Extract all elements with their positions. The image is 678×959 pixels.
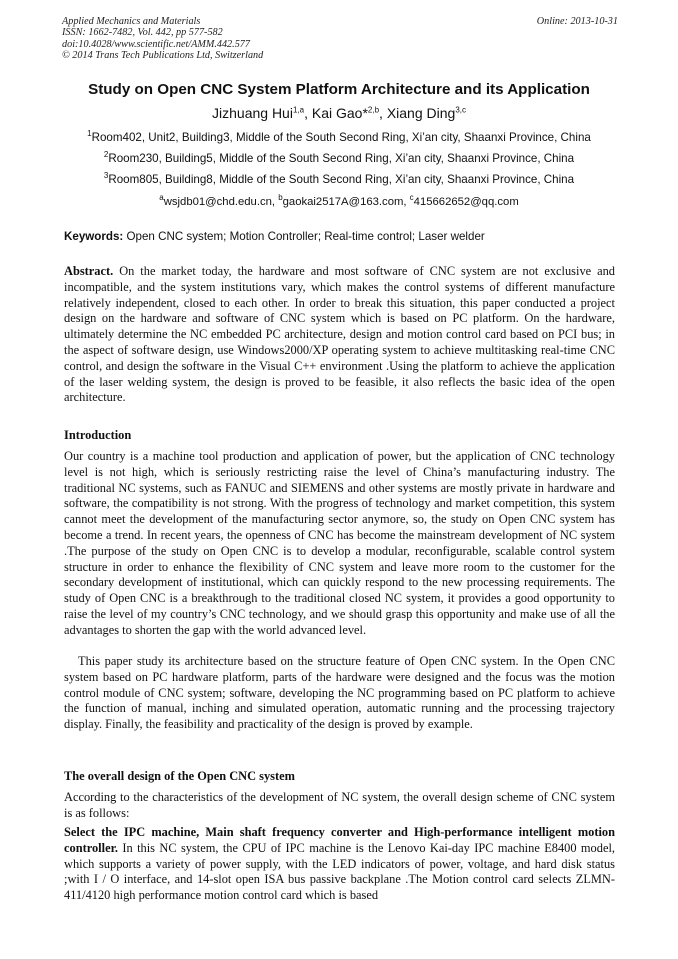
online-date: Online: 2013-10-31 (536, 16, 618, 27)
affiliation-text: Room230, Building5, Middle of the South Second Ring, Xi’an city, Shaanxi Province, China (108, 152, 575, 165)
email-sup: c (409, 193, 414, 203)
email-list (30, 194, 648, 210)
affiliation-text: Room402, Unit2, Building3, Middle of the South Second Ring, Xi’an city, Shaanxi Province, China (91, 131, 591, 144)
author-sup: 3,c (455, 105, 466, 115)
introduction-paragraph-2: This paper study its architecture based on the structure feature of Open CNC system. In the Open CNC system based on PC hardware platform, parts of the hardware were designed and the focus was the motion control module of CNC system; software, developing the NC programming based on PC platform to achieve the function of manual, inching and simulated operation, automatic running and the processing trajectory display. Finally, the feasibility and practicality of the design is proved by example. (64, 654, 615, 732)
doi-line: doi:10.4028/www.scientific.net/AMM.442.577 (62, 38, 250, 50)
author-name: Jizhuang Hui (212, 105, 293, 121)
author-sup: 2,b (367, 105, 380, 115)
journal-name: Applied Mechanics and Materials (62, 16, 201, 27)
affiliation-3 (30, 172, 648, 188)
section-heading-introduction: Introduction (64, 428, 132, 442)
author-list (40, 103, 638, 123)
author-sep: , (304, 105, 312, 121)
author-sep: , (379, 105, 387, 121)
keywords (64, 229, 619, 245)
affiliation-sup: 3 (103, 171, 109, 181)
email-text: wsjdb01@chd.edu.cn, (163, 196, 279, 208)
journal-header (62, 16, 618, 61)
abstract-text: On the market today, the hardware and most software of CNC system are not exclusive and incompatible, and the system institutions vary, which makes the control systems of different manufacture relatively independent, closed to each other. In order to break this situation, this paper conducted a project design on the hardware and software of CNC system which is based on PC platform. On the hardware, ultimately determine the NC embedded PC architecture, design and motion control card based on PCI bus; in the aspect of software design, use Windows2000/XP operating system to achieve multitasking real-time CNC control, and design the software in the Visual C++ environment .Using the platform to achieve the application of the laser welding system, the design is proved to be feasible, it also reflects the basic idea of the open architecture. (64, 264, 615, 405)
issn-line: ISSN: 1662-7482, Vol. 442, pp 577-582 (62, 27, 223, 39)
author-sup: 1,a (292, 105, 305, 115)
paper-title: Study on Open CNC System Platform Architecture and its Application (88, 81, 590, 98)
abstract-label: Abstract. (64, 264, 114, 278)
overall-paragraph-2 (64, 825, 615, 904)
affiliation-text: Room805, Building8, Middle of the South Second Ring, Xi’an city, Shaanxi Province, China (108, 173, 575, 186)
overall-paragraph-2-bold: Select the IPC machine, Main shaft frequency converter and High-performance intelligent motion controller. (64, 825, 615, 855)
section-heading-overall-design: The overall design of the Open CNC system (64, 769, 295, 783)
affiliation-1 (30, 130, 648, 146)
overall-paragraph-1: According to the characteristics of the development of NC system, the overall design scheme of CNC system is as follows: (64, 790, 615, 820)
affiliation-2 (30, 151, 648, 167)
copyright-line: © 2014 Trans Tech Publications Ltd, Switzerland (62, 49, 264, 61)
keywords-label: Keywords: (64, 230, 124, 243)
affiliation-sup: 2 (103, 150, 109, 160)
email-sup: a (159, 193, 164, 203)
author-name: Kai Gao* (311, 105, 368, 121)
overall-paragraph-2-text: In this NC system, the CPU of IPC machine is the Lenovo Kai-day IPC machine E8400 model, which supports a variety of power supply, with the LED indicators of power, voltage, and hard disk status ;with I / O interface, and 14-slot open ISA bus passive backplane .The Motion control card selects ZLMN-411/4120 high performance motion control card which is based (64, 840, 615, 903)
keywords-text: Open CNC system; Motion Controller; Real-time control; Laser welder (123, 230, 485, 243)
email-sup: b (278, 193, 283, 203)
abstract (64, 264, 615, 406)
author-name: Xiang Ding (386, 105, 456, 121)
email-text: gaokai2517A@163.com, (282, 196, 410, 208)
email-text: 415662652@qq.com (413, 196, 519, 208)
affiliation-sup: 1 (87, 129, 92, 139)
introduction-paragraph-1: Our country is a machine tool production and application of power, but the application of CNC technology level is not high, which is seriously restricting raise the level of China’s manufacturing industry. The traditional NC systems, such as FANUC and SIEMENS and other systems are mostly private in hardware and software, the compatibility is not strong. With the progress of technology and market competition, this system cannot meet the development of the manufacturing sector anymore, so, the study on Open CNC system has become a trend. In recent years, the openness of CNC has become the mainstream development of NC system .The purpose of the study on Open CNC is to develop a modular, reconfigurable, scalable control system structure in order to enhance the flexibility of CNC system and leave more room to the customer for the secondary development of institutional, which can quickly respond to the new processing requirements. The study of Open CNC is a breakthrough to the traditional closed NC system, it provides a good opportunity to raise the level of my country’s CNC technology, and we should grasp this opportunity and make use of all the advantages to shorten the gap with the world advanced level. (64, 449, 615, 637)
